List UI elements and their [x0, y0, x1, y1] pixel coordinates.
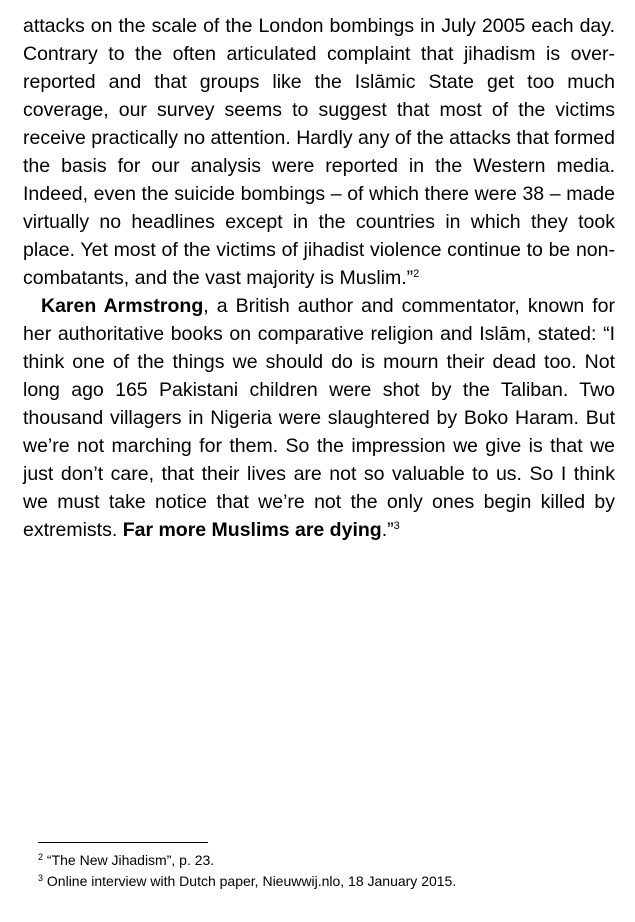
- emphasis-text: Far more Muslims are dying: [122, 519, 382, 541]
- paragraph-2-closing: .”: [381, 519, 394, 541]
- footnote-ref-3: 3: [393, 520, 400, 532]
- footnote-text: Online interview with Dutch paper, Nieuwwij.nlo, 18 January 2015.: [46, 873, 457, 889]
- footnote-number: 2: [38, 852, 44, 862]
- footnote-3: [38, 871, 618, 892]
- paragraph-2-text: , a British author and commentator, known for her authoritative books on comparative religion and Islām, stated: “I think one of the things we should do is mourn their dead too. Not long ago 165 Pakistani children were shot by the Taliban. Two thousand villagers in Nigeria were slaughtered by Boko Haram. But we’re not marching for them. So the impression we give is that we just don’t care, that their lives are not so valuable to us. So I think we must take notice that we’re not the only ones begin killed by extremists.: [23, 295, 616, 541]
- paragraph-1: [23, 12, 615, 292]
- footnotes: [38, 850, 618, 892]
- body-text: [23, 12, 615, 544]
- footnote-text: “The New Jihadism”, p. 23.: [46, 852, 215, 868]
- person-name: Karen Armstrong: [41, 295, 204, 317]
- paragraph-2: [23, 292, 615, 544]
- footnote-number: 3: [38, 873, 44, 883]
- footnote-divider: [38, 842, 208, 843]
- footnote-2: [38, 850, 618, 871]
- paragraph-1-text: attacks on the scale of the London bombings in July 2005 each day. Contrary to the often articulated complaint that jihadism is over-reported and that groups like the Islāmic State get too much coverage, our survey seems to suggest that most of the victims receive practically no attention. Hardly any of the attacks that formed the basis for our analysis were reported in the Western media. Indeed, even the suicide bombings – of which there were 38 – made virtually no headlines except in the countries in which they took place. Yet most of the victims of jihadist violence continue to be non-combatants, and the vast majority is Muslim.”: [23, 15, 615, 289]
- footnote-ref-2: 2: [413, 268, 420, 280]
